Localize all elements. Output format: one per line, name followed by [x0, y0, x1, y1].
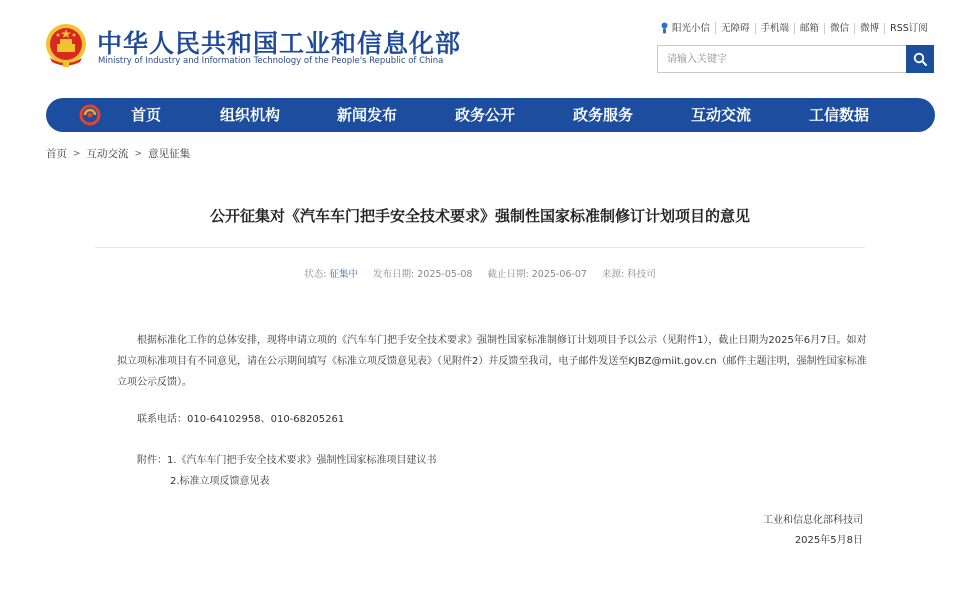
- attachment-2-link[interactable]: 2.标准立项反馈意见表: [170, 476, 270, 487]
- meta-deadline-value: 2025-06-07: [531, 269, 587, 280]
- meta-source-value: 科技司: [627, 269, 656, 280]
- status-badge: 征集中: [329, 269, 358, 280]
- search-icon: [913, 52, 927, 66]
- meta-source: [602, 269, 656, 280]
- article-meta: [0, 266, 960, 280]
- nav-item-interaction[interactable]: 互动交流: [691, 106, 752, 124]
- breadcrumb: [46, 146, 190, 161]
- breadcrumb-separator: >: [134, 148, 143, 159]
- breadcrumb-separator: >: [73, 148, 81, 159]
- top-link-label: 阳光小信: [672, 22, 711, 34]
- nav-item-data[interactable]: 工信数据: [809, 106, 870, 124]
- miit-logo-icon[interactable]: [79, 104, 101, 126]
- article-paragraph: 根据标准化工作的总体安排，现将申请立项的《汽车车门把手安全技术要求》强制性国家标准制修订计划项目予以公示（见附件1），截止日期为2025年6月7日。如对拟立项标准项目有不同意见，请在公示期间填写《标准立项反馈意见表》（见附件2）并反馈至我司，电子邮件发送至KJBZ@miit.gov.cn（邮件主题注明，强制性国家标准立项公示反馈）。: [117, 335, 867, 388]
- breadcrumb-current[interactable]: 意见征集: [148, 148, 191, 160]
- meta-publish-date: [373, 269, 472, 280]
- contact-line: 联系电话：010-64102958、010-68205261: [137, 414, 345, 425]
- top-link-mobile[interactable]: 手机端: [756, 23, 796, 34]
- sunshine-mascot-icon: [660, 22, 669, 34]
- nav-item-organization[interactable]: 组织机构: [220, 106, 281, 124]
- breadcrumb-home[interactable]: 首页: [46, 148, 67, 160]
- title-divider: [95, 247, 865, 248]
- top-link-mail[interactable]: 邮箱: [795, 23, 825, 34]
- search-input[interactable]: [658, 46, 906, 72]
- meta-status-label: 状态:: [304, 269, 327, 280]
- site-title-english: Ministry of Industry and Information Technology of the People's Republic of China: [98, 56, 444, 66]
- meta-publish-label: 发布日期:: [373, 269, 415, 280]
- search-box: [657, 45, 934, 73]
- meta-deadline: [488, 269, 587, 280]
- attachment-1-link[interactable]: 附件：1.《汽车车门把手安全技术要求》强制性国家标准项目建议书: [137, 455, 437, 466]
- top-link-rss[interactable]: RSS订阅: [890, 22, 928, 34]
- top-link-weibo[interactable]: 微博: [855, 23, 885, 34]
- nav-item-government-affairs[interactable]: 政务公开: [455, 106, 516, 124]
- meta-deadline-label: 截止日期:: [487, 269, 529, 280]
- meta-publish-value: 2025-05-08: [417, 269, 473, 280]
- top-link-wechat[interactable]: 微信: [825, 23, 855, 34]
- signature-date: 2025年5月8日: [794, 535, 863, 546]
- meta-source-label: 来源:: [602, 269, 625, 280]
- nav-item-news[interactable]: 新闻发布: [337, 106, 398, 124]
- nav-item-home[interactable]: 首页: [131, 106, 162, 124]
- article-body: [117, 330, 867, 393]
- main-nav: [46, 98, 935, 132]
- site-header: [0, 0, 960, 95]
- article-title: 公开征集对《汽车车门把手安全技术要求》强制性国家标准制修订计划项目的意见: [209, 207, 750, 225]
- search-button[interactable]: [906, 45, 934, 73]
- signature-org: 工业和信息化部科技司: [763, 515, 863, 526]
- national-emblem-icon[interactable]: [44, 22, 88, 68]
- top-link-sunshine[interactable]: [660, 22, 716, 34]
- top-link-accessibility[interactable]: 无障碍: [716, 23, 756, 34]
- top-links: [660, 20, 928, 36]
- nav-item-services[interactable]: 政务服务: [573, 106, 634, 124]
- breadcrumb-interaction[interactable]: 互动交流: [86, 148, 129, 160]
- meta-status: [304, 269, 358, 280]
- site-title[interactable]: 中华人民共和国工业和信息化部: [97, 29, 462, 58]
